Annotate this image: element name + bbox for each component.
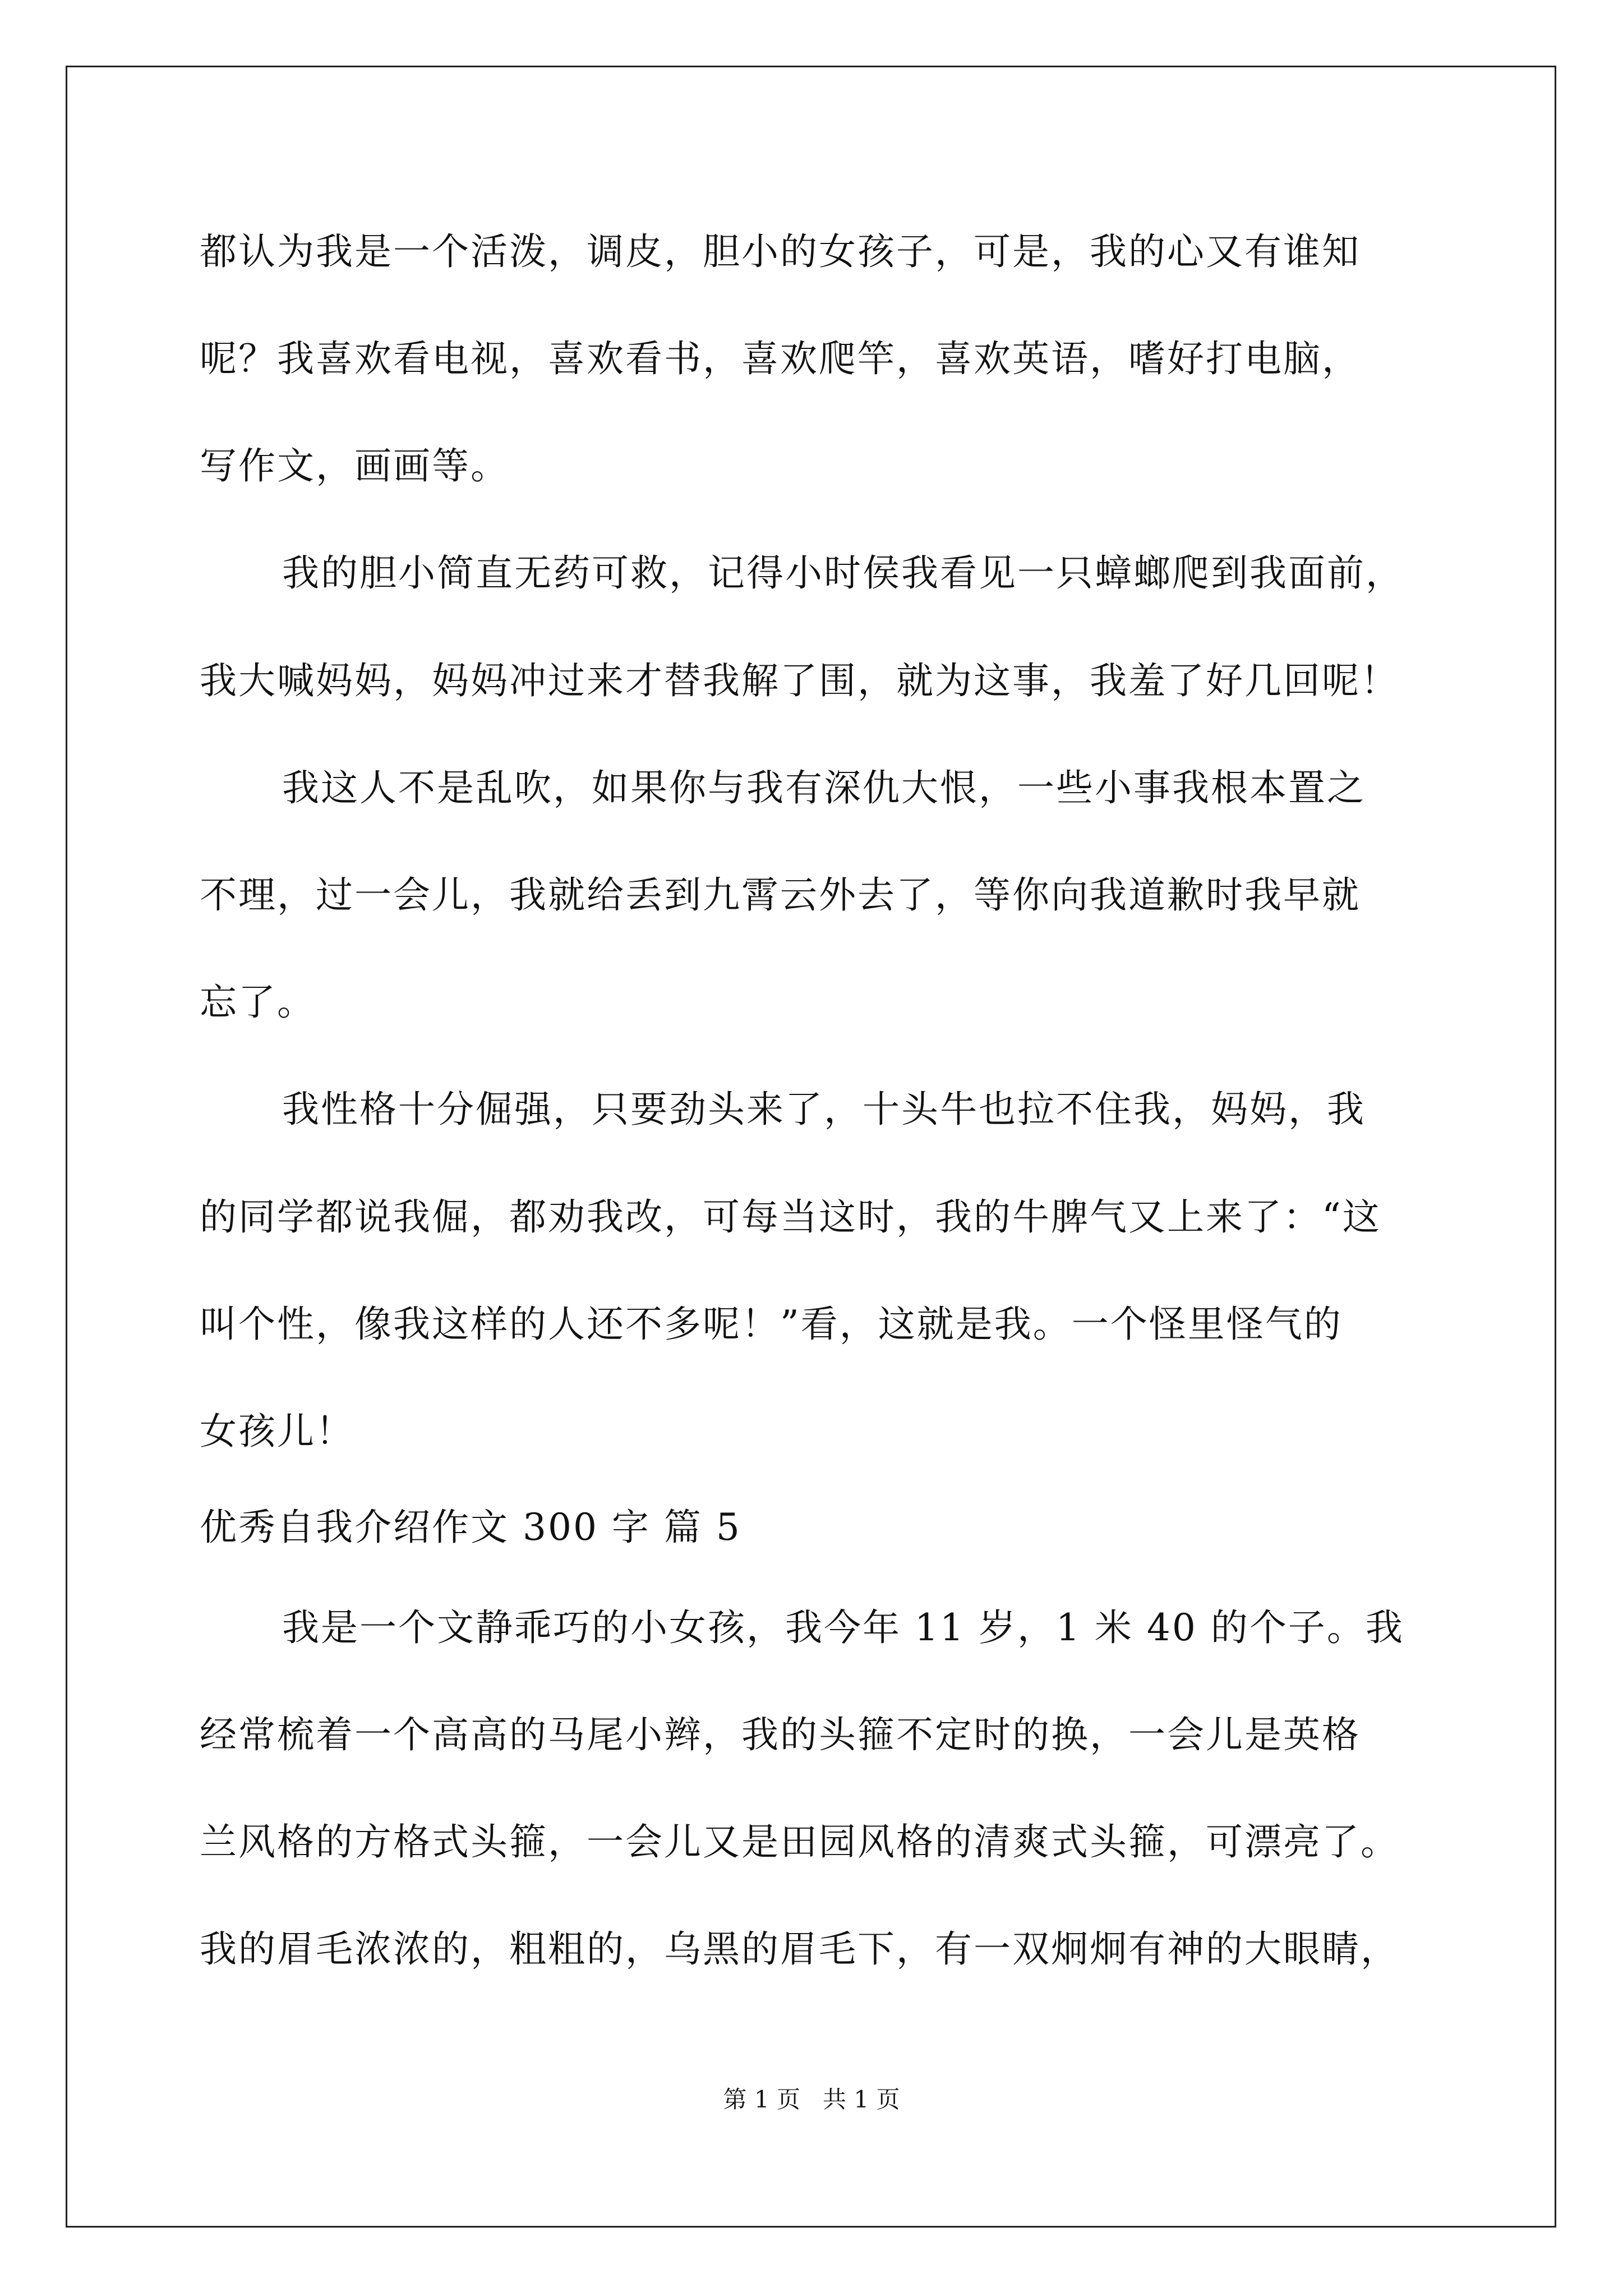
body-line: 的同学都说我倔，都劝我改，可每当这时，我的牛脾气又上来了：“这 bbox=[200, 1195, 1381, 1239]
body-line: 忘了。 bbox=[200, 981, 316, 1024]
body-line: 女孩儿！ bbox=[200, 1410, 354, 1453]
body-line: 我的眉毛浓浓的，粗粗的，乌黑的眉毛下，有一双炯炯有神的大眼睛， bbox=[200, 1927, 1399, 1971]
body-line: 写作文，画画等。 bbox=[200, 444, 509, 487]
body-line: 我这人不是乱吹，如果你与我有深仇大恨，一些小事我根本置之 bbox=[282, 766, 1366, 809]
body-line: 叫个性，像我这样的人还不多呢！”看，这就是我。一个怪里怪气的 bbox=[200, 1303, 1343, 1346]
body-line: 不理，过一会儿，我就给丢到九霄云外去了，等你向我道歉时我早就 bbox=[200, 873, 1361, 917]
page-footer: 第 1 页 共 1 页 bbox=[723, 2086, 900, 2113]
body-line: 我大喊妈妈，妈妈冲过来才替我解了围，就为这事，我羞了好几回呢！ bbox=[200, 659, 1399, 702]
body-line: 我性格十分倔强，只要劲头来了，十头牛也拉不住我，妈妈，我 bbox=[282, 1088, 1366, 1131]
body-line: 我的胆小简直无药可救，记得小时侯我看见一只蟑螂爬到我面前， bbox=[282, 551, 1404, 595]
body-line: 都认为我是一个活泼，调皮，胆小的女孩子，可是，我的心又有谁知 bbox=[200, 230, 1361, 273]
section-heading: 优秀自我介绍作文 300 字 篇 5 bbox=[200, 1506, 741, 1549]
body-line: 经常梳着一个高高的马尾小辫，我的头箍不定时的换，一会儿是英格 bbox=[200, 1713, 1361, 1756]
body-line: 兰风格的方格式头箍，一会儿又是田园风格的清爽式头箍，可漂亮了。 bbox=[200, 1820, 1399, 1864]
body-line: 我是一个文静乖巧的小女孩，我今年 11 岁，1 米 40 的个子。我 bbox=[282, 1606, 1404, 1649]
body-line: 呢？我喜欢看电视，喜欢看书，喜欢爬竿，喜欢英语，嗜好打电脑， bbox=[200, 337, 1361, 380]
page-border bbox=[66, 66, 1556, 2228]
